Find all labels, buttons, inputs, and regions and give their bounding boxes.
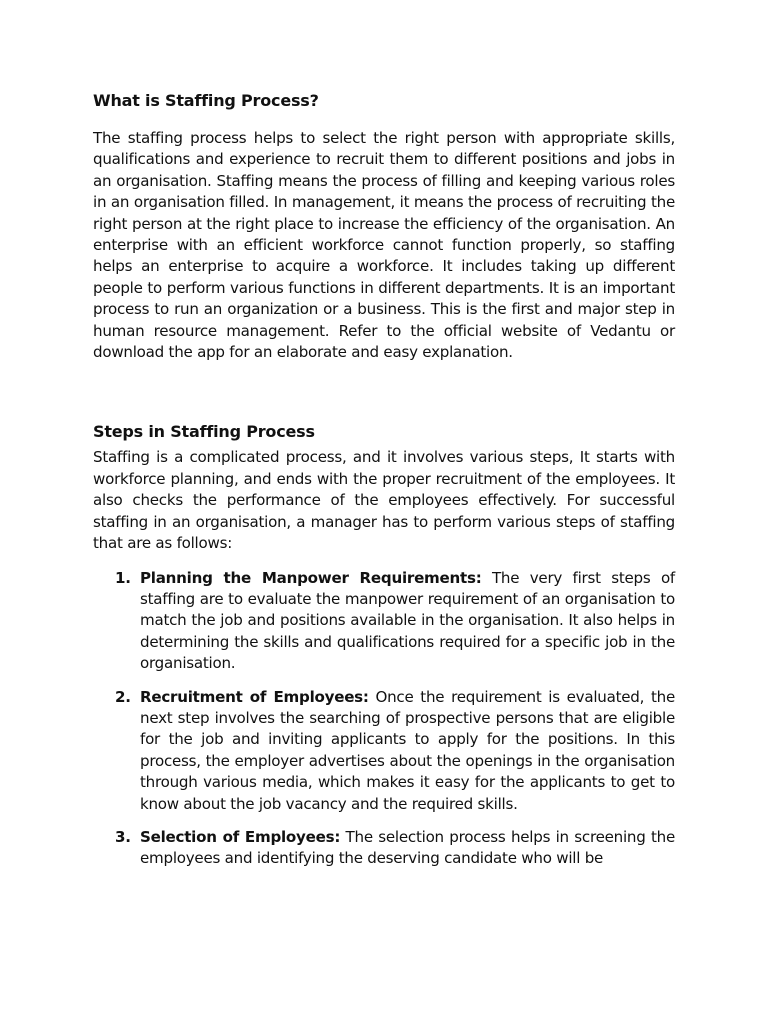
- list-item-number: 2.: [115, 687, 131, 706]
- list-item-text: Once the requirement is evaluated, the next step involves the searching of prospective persons that are eligible for the job and inviting applicants to apply for the positions. In this process, the employer advertises about the openings in the organisation through various media, which makes it easy for the applicants to get to know about the job vacancy and the required skills.: [140, 687, 675, 813]
- list-item: [93, 687, 675, 815]
- list-item-text: The selection process helps in screening the employees and identifying the deserving candidate who will be: [140, 827, 675, 868]
- list-item-term: Recruitment of Employees:: [140, 687, 369, 706]
- list-item-term: Selection of Employees:: [140, 827, 341, 846]
- steps-list: [93, 568, 675, 870]
- list-item-term: Planning the Manpower Requirements:: [140, 568, 482, 587]
- list-item: [93, 827, 675, 870]
- document-page: [93, 90, 675, 882]
- list-item-number: 3.: [115, 827, 131, 846]
- section-heading-steps: Steps in Staffing Process: [93, 422, 315, 442]
- section-heading-staffing-process: What is Staffing Process?: [93, 91, 319, 110]
- steps-intro-paragraph: Staffing is a complicated process, and it involves various steps, It starts with workforce planning, and ends with the proper recruitment of the employees. It also checks the performance of the employees effectively. For successful staffing in an organisation, a manager has to perform various steps of staffing that are as follows:: [93, 448, 675, 553]
- staffing-process-paragraph: The staffing process helps to select the right person with appropriate skills, qualifications and experience to recruit them to different positions and jobs in an organisation. Staffing means the process of filling and keeping various roles in an organisation filled. In management, it means the process of recruiting the right person at the right place to increase the efficiency of the organisation. An enterprise with an efficient workforce cannot function properly, so staffing helps an enterprise to acquire a workforce. It includes taking up different people to perform various functions in different departments. It is an important process to run an organization or a business. This is the first and major step in human resource management. Refer to the official website of Vedantu or download the app for an elaborate and easy explanation.: [93, 129, 675, 362]
- list-item: [93, 568, 675, 675]
- list-item-text: The very first steps of staffing are to evaluate the manpower requirement of an organisation to match the job and positions available in the organisation. It also helps in determining the skills and qualifications required for a specific job in the organisation.: [140, 568, 675, 673]
- list-item-number: 1.: [115, 568, 131, 587]
